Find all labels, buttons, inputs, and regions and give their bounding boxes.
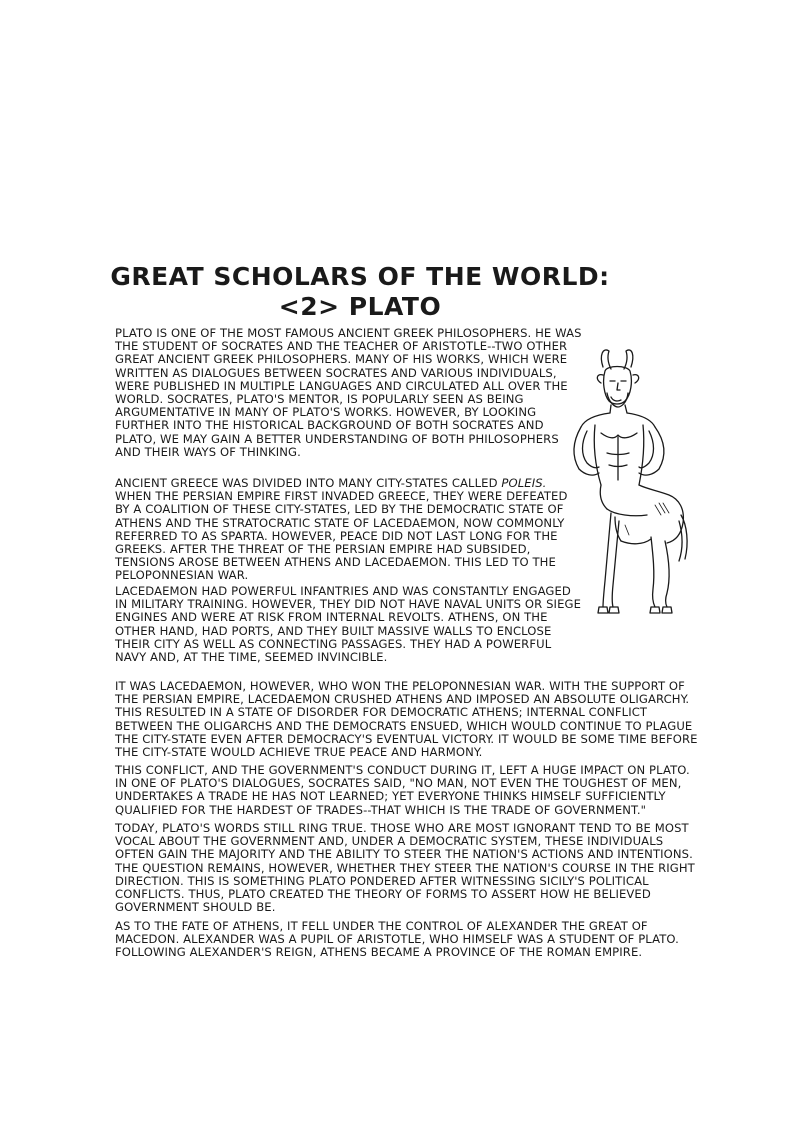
paragraph-ancient-greece-text-b: WHEN THE PERSIAN EMPIRE FIRST INVADED GREECE, THEY WERE DEFEATED BY A COALITION OF THESE CITY-STATES, LED BY THE DEMOCRATIC STATE OF ATHENS AND THE STRATOCRATIC STATE OF LACEDAEMON, NOW COMMONLY REFERRED TO AS SPARTA. HOWEVER, PEACE DID NOT LAST LONG FOR THE GREEKS. AFTER THE THREAT OF THE PERSIAN EMPIRE HAD SUBSIDED, TENSIONS AROSE BETWEEN ATHENS AND LACEDAEMON. THIS LED TO THE PELOPONNESIAN WAR. — [115, 489, 568, 583]
paragraph-fate-of-athens: AS TO THE FATE OF ATHENS, IT FELL UNDER THE CONTROL OF ALEXANDER THE GREAT OF MACEDON. ALEXANDER WAS A PUPIL OF ARISTOTLE, WHO HIMSELF WAS A STUDENT OF PLATO. FOLLOWING ALEXANDER'S REIGN, ATHENS BECAME A PROVINCE OF THE ROMAN EMPIRE. — [115, 919, 679, 960]
paragraph-ancient-greece-text-a: ANCIENT GREECE WAS DIVIDED INTO MANY CITY-STATES CALLED — [115, 476, 502, 490]
paragraph-war-outcome: IT WAS LACEDAEMON, HOWEVER, WHO WON THE PELOPONNESIAN WAR. WITH THE SUPPORT OF THE PERSIAN EMPIRE, LACEDAEMON CRUSHED ATHENS AND IMPOSED AN ABSOLUTE OLIGARCHY. THIS RESULTED IN A STATE OF DISORDER FOR DEMOCRATIC ATHENS; INTERNAL CONFLICT BETWEEN THE OLIGARCHS AND THE DEMOCRATS ENSUED, WHICH WOULD CONTINUE TO PLAGUE THE CITY-STATE EVEN AFTER DEMOCRACY'S EVENTUAL VICTORY. IT WOULD BE SOME TIME BEFORE THE CITY-STATE WOULD ACHIEVE TRUE PEACE AND HARMONY. — [115, 679, 698, 760]
poleis-term: POLEIS. — [501, 476, 547, 490]
paragraph-today: TODAY, PLATO'S WORDS STILL RING TRUE. THOSE WHO ARE MOST IGNORANT TEND TO BE MOST VOCAL ABOUT THE GOVERNMENT AND, UNDER A DEMOCRATIC SYSTEM, THESE INDIVIDUALS OFTEN GAIN THE MAJORITY AND THE ABILITY TO STEER THE NATION'S ACTIONS AND INTENTIONS. THE QUESTION REMAINS, HOWEVER, WHETHER THEY STEER THE NATION'S COURSE IN THE RIGHT DIRECTION. THIS IS SOMETHING PLATO PONDERED AFTER WITNESSING SICILY'S POLITICAL CONFLICTS. THUS, PLATO CREATED THE THEORY OF FORMS TO ASSERT HOW HE BELIEVED GOVERNMENT SHOULD BE. — [115, 821, 695, 915]
title-line-2: <2> PLATO — [278, 292, 442, 321]
title-line-1: GREAT SCHOLARS OF THE WORLD: — [110, 262, 610, 291]
paragraph-conflict-quote: THIS CONFLICT, AND THE GOVERNMENT'S CONDUCT DURING IT, LEFT A HUGE IMPACT ON PLATO. IN ONE OF PLATO'S DIALOGUES, SOCRATES SAID, "NO MAN, NOT EVEN THE TOUGHEST OF MEN, UNDERTAKES A TRADE HE HAS NOT LEARNED; YET EVERYONE THINKS HIMSELF SUFFICIENTLY QUALIFIED FOR THE HARDEST OF TRADES--THAT WHICH IS THE TRADE OF GOVERNMENT." — [115, 763, 690, 817]
centaur-illustration — [555, 345, 690, 625]
paragraph-intro: PLATO IS ONE OF THE MOST FAMOUS ANCIENT GREEK PHILOSOPHERS. HE WAS THE STUDENT OF SOCRATES AND THE TEACHER OF ARISTOTLE--TWO OTHER GREAT ANCIENT GREEK PHILOSOPHERS. MANY OF HIS WORKS, WHICH WERE WRITTEN AS DIALOGUES BETWEEN SOCRATES AND VARIOUS INDIVIDUALS, WERE PUBLISHED IN MULTIPLE LANGUAGES AND CIRCULATED ALL OVER THE WORLD. SOCRATES, PLATO'S MENTOR, IS POPULARLY SEEN AS BEING ARGUMENTATIVE IN MANY OF PLATO'S WORKS. HOWEVER, BY LOOKING FURTHER INTO THE HISTORICAL BACKGROUND OF BOTH SOCRATES AND PLATO, WE MAY GAIN A BETTER UNDERSTANDING OF BOTH PHILOSOPHERS AND THEIR WAYS OF THINKING. — [115, 326, 582, 459]
paragraph-ancient-greece — [115, 477, 585, 583]
paragraph-lacedaemon: LACEDAEMON HAD POWERFUL INFANTRIES AND WAS CONSTANTLY ENGAGED IN MILITARY TRAINING. HOWEVER, THEY DID NOT HAVE NAVAL UNITS OR SIEGE ENGINES AND WERE AT RISK FROM INTERNAL REVOLTS. ATHENS, ON THE OTHER HAND, HAD PORTS, AND THEY BUILT MASSIVE WALLS TO ENCLOSE THEIR CITY AS WELL AS CONNECTING PASSAGES. THEY HAD A POWERFUL NAVY AND, AT THE TIME, SEEMED INVINCIBLE. — [115, 584, 581, 665]
page-title — [0, 262, 720, 322]
